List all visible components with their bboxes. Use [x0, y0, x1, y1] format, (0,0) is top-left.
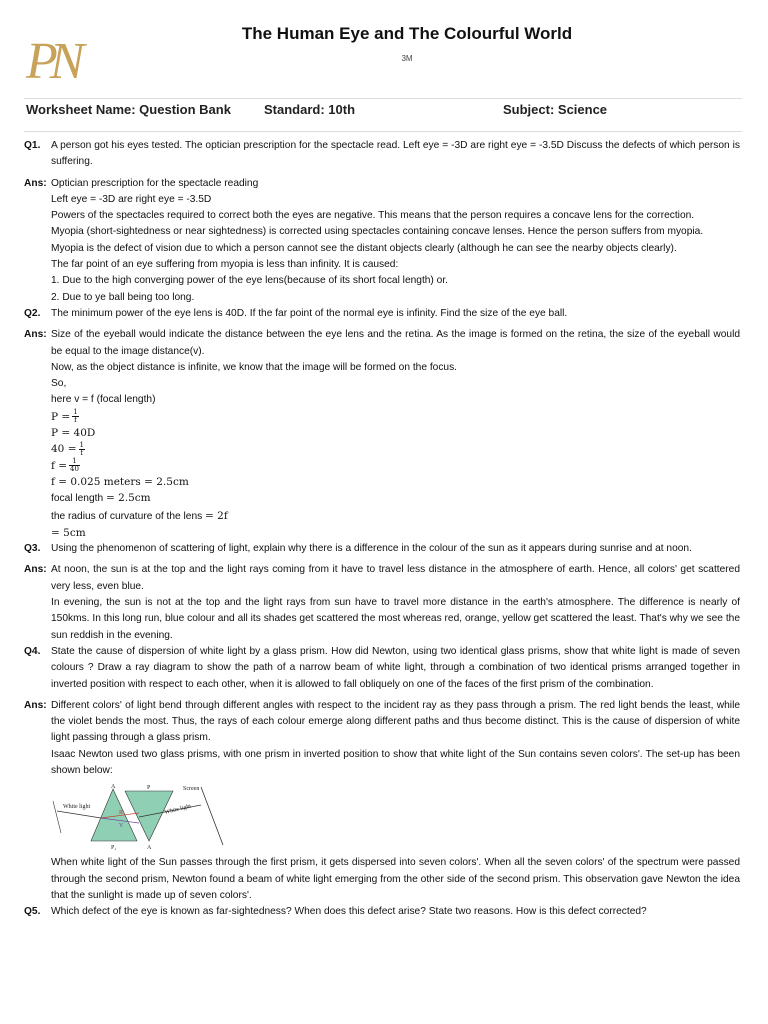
equation-focal-value: f = 0.025 meters = 2.5cm	[51, 475, 189, 488]
label-white-light-in: White light	[63, 804, 91, 811]
question-text: State the cause of dispersion of white light by a glass prism. How did Newton, using two identical glass prisms, show that white light is made of seven colours ? Draw a ray diagram to show the path of a narrow beam of white light, through a combination of two identical prisms arranged together in inverted position with respect to each other, when it is allowed to fall obliquely on one of the faces of the first prism of the combination.	[51, 645, 740, 690]
label-r: R	[119, 810, 124, 817]
question-tag: Q1.	[24, 140, 41, 151]
subject: Subject: Science	[503, 102, 608, 117]
answer-line: Now, as the object distance is infinite, we know that the image will be formed on the focus.	[51, 361, 458, 373]
question-tag: Q5.	[24, 906, 41, 918]
question-2	[24, 306, 740, 322]
divider-bottom	[24, 131, 742, 132]
answer-line: Different colors' of light bend through different angles with respect to the incident ray as they pass through a prism. The red light bends the least, while the violet bends the most. Thus, the rays of each colour emerge along different paths and thus become distinct. This is the cause of dispersion of white light passing through a glass prism.	[51, 699, 740, 744]
answer-list-item: 2. Due to ye ball being too long.	[51, 291, 195, 303]
answer-line: Isaac Newton used two glass prisms, with one prism in inverted position to show that white light of the Sun contains seven colors'. The set-up has been shown below:	[51, 748, 740, 776]
answer-line: Myopia is the defect of vision due to which a person cannot see the distant objects clearly (although he can see the nearby objects clearly).	[51, 242, 677, 254]
answer-line: In evening, the sun is not at the top and the light rays from sun have to travel more distance in the earth's atmosphere. The difference is nearly of 150kms. In this long run, blue colour and all its shades get scattered the most whereas red, orange, yellow get scattered the least. That's why we see the sun reddish in the evening.	[51, 597, 740, 641]
answer-tag: Ans:	[24, 329, 47, 341]
label-white-light-out: White light	[164, 803, 192, 817]
worksheet-name: Worksheet Name: Question Bank	[26, 102, 231, 117]
answer-3	[24, 562, 740, 643]
answer-line: Left eye = -3D are right eye = -3.5D	[51, 193, 212, 205]
question-3	[24, 541, 740, 557]
answer-line: When white light of the Sun passes through the first prism, it gets dispersed into seven colors'. When all the seven colors' of the spectrum were passed through the second prism, Newton found a beam of white light emerging from the other side of the second prism. This observation gave Newton the idea that the sunlight is made up of seven colors'.	[51, 857, 740, 901]
answer-1	[24, 176, 740, 306]
label-a-top: A	[111, 784, 116, 791]
question-tag: Q4.	[24, 645, 41, 657]
divider-top	[24, 98, 742, 99]
answer-2	[24, 327, 740, 541]
page-title: The Human Eye and The Colourful World	[241, 24, 573, 43]
prism-ray-diagram	[51, 781, 231, 853]
answer-line: Size of the eyeball would indicate the distance between the eye lens and the retina. As the image is formed on the retina, the size of the eyeball would be equal to the image distance(v).	[51, 329, 740, 357]
answer-tag: Ans:	[24, 177, 47, 189]
question-tag: Q2.	[24, 307, 41, 319]
question-5	[24, 904, 740, 920]
standard: Standard: 10th	[264, 102, 356, 117]
question-bank-content	[24, 138, 740, 920]
answer-line: The far point of an eye suffering from myopia is less than infinity. It is caused:	[51, 259, 399, 271]
equation-power: P = $\frac{1}{f}$	[51, 408, 78, 425]
logo-letters: PN	[26, 33, 77, 90]
incident-ray	[57, 811, 101, 818]
screen-line	[201, 787, 223, 845]
equation-forty: 40 = $\frac{1}{f}$	[51, 440, 84, 457]
answer-tag: Ans:	[24, 699, 47, 711]
label-v: V	[119, 823, 124, 830]
question-1	[24, 138, 740, 171]
answer-line: So,	[51, 378, 67, 390]
answer-line: Myopia (short-sightedness or near sightedness) is corrected using spectacles containing concave lenses. Hence the person suffers from myopia.	[51, 226, 704, 238]
answer-line: At noon, the sun is at the top and the light rays coming from it have to travel less distance in the atmosphere of earth. Hence, all colors' get scattered very less, even blue.	[51, 564, 740, 592]
label-p-bottom: P₁	[111, 845, 117, 852]
question-text: A person got his eyes tested. The optician prescription for the spectacle read. Left eye = -3D are right eye = -3.5D Discuss the defects of which person is suffering.	[51, 140, 740, 168]
question-text: Using the phenomenon of scattering of light, explain why there is a difference in the colour of the sun as it appears during sunrise and at noon.	[51, 543, 692, 555]
equation-radius: the radius of curvature of the lens = 2f	[51, 509, 228, 522]
question-text: The minimum power of the eye lens is 40D. If the far point of the normal eye is infinity. Find the size of the eye ball.	[51, 307, 568, 319]
answer-4	[24, 698, 740, 904]
answer-line: Optician prescription for the spectacle reading	[51, 177, 259, 189]
equation-focal-length: focal length = 2.5cm	[51, 492, 151, 505]
question-text: Which defect of the eye is known as far-sightedness? When does this defect arise? State two reasons. How is this defect corrected?	[51, 906, 647, 918]
equation-focal: f = $\frac{1}{40}$	[51, 457, 79, 474]
question-4	[24, 644, 740, 693]
equation-power-value: P = 40D	[51, 427, 96, 440]
marks-label: 3M	[401, 54, 413, 63]
answer-tag: Ans:	[24, 564, 47, 576]
label-a-bottom: A	[147, 845, 152, 852]
answer-line: Powers of the spectacles required to correct both the eyes are negative. This means that the person requires a concave lens for the correction.	[51, 210, 695, 222]
answer-line: here v = f (focal length)	[51, 394, 156, 406]
source-line	[53, 801, 61, 833]
label-screen: Screen	[183, 786, 200, 793]
question-tag: Q3.	[24, 543, 41, 555]
equation-radius-result: = 5cm	[51, 526, 86, 539]
label-p-top: P	[147, 785, 151, 792]
answer-list-item: 1. Due to the high converging power of the eye lens(because of its short focal length) or.	[51, 275, 448, 287]
